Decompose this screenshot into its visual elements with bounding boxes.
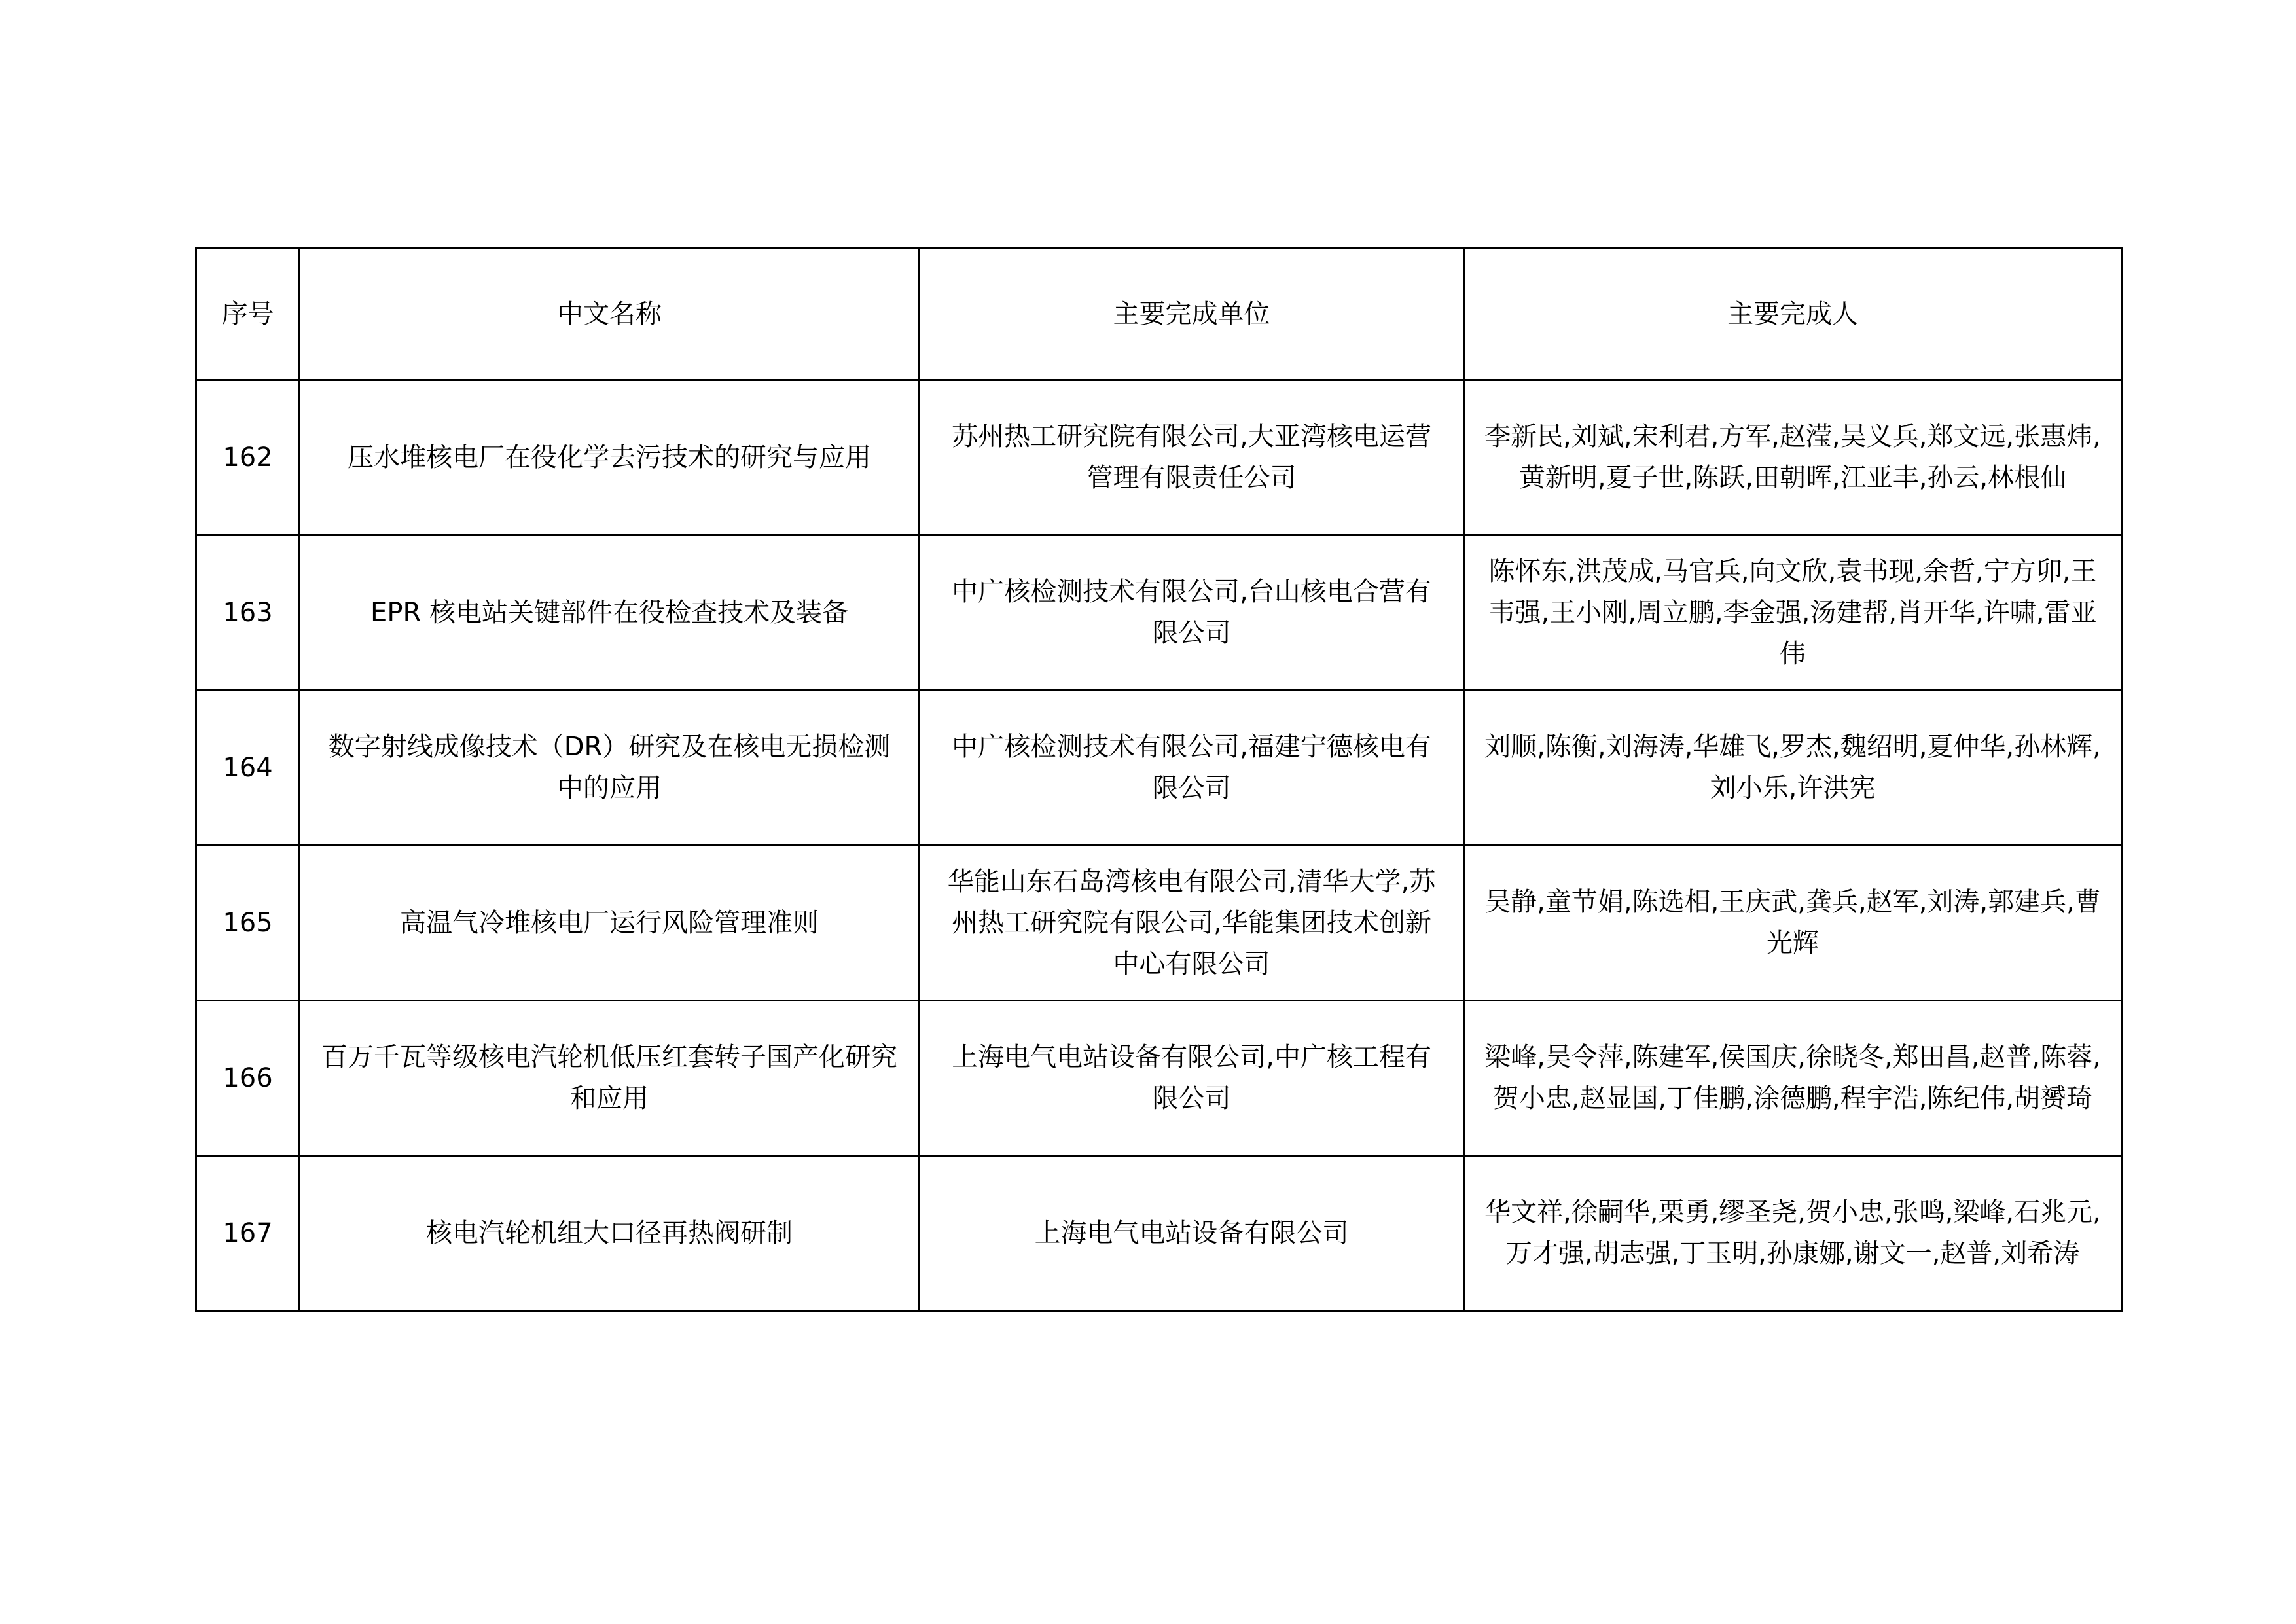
table-row <box>196 535 2122 691</box>
table-row <box>196 1001 2122 1156</box>
cell-serial-number: 166 <box>196 1001 300 1156</box>
cell-units: 中广核检测技术有限公司,福建宁德核电有限公司 <box>920 691 1464 846</box>
cell-project-name: 核电汽轮机组大口径再热阀研制 <box>300 1156 920 1311</box>
table-row <box>196 691 2122 846</box>
cell-people: 刘顺,陈衡,刘海涛,华雄飞,罗杰,魏绍明,夏仲华,孙林辉,刘小乐,许洪宪 <box>1464 691 2122 846</box>
header-chinese-name: 中文名称 <box>300 249 920 380</box>
header-serial-number: 序号 <box>196 249 300 380</box>
cell-serial-number: 163 <box>196 535 300 691</box>
cell-serial-number: 165 <box>196 846 300 1001</box>
table-row <box>196 1156 2122 1311</box>
cell-serial-number: 164 <box>196 691 300 846</box>
table-row <box>196 846 2122 1001</box>
cell-serial-number: 162 <box>196 380 300 535</box>
cell-project-name: 数字射线成像技术（DR）研究及在核电无损检测中的应用 <box>300 691 920 846</box>
cell-people: 陈怀东,洪茂成,马官兵,向文欣,袁书现,余哲,宁方卯,王韦强,王小刚,周立鹏,李金强,汤建帮,肖开华,许啸,雷亚伟 <box>1464 535 2122 691</box>
cell-serial-number: 167 <box>196 1156 300 1311</box>
awards-table <box>195 247 2123 1312</box>
cell-project-name: 高温气冷堆核电厂运行风险管理准则 <box>300 846 920 1001</box>
table-row <box>196 380 2122 535</box>
table-header-row <box>196 249 2122 380</box>
cell-people: 李新民,刘斌,宋利君,方军,赵滢,吴义兵,郑文远,张惠炜,黄新明,夏子世,陈跃,田朝晖,江亚丰,孙云,林根仙 <box>1464 380 2122 535</box>
cell-units: 上海电气电站设备有限公司 <box>920 1156 1464 1311</box>
header-main-units: 主要完成单位 <box>920 249 1464 380</box>
cell-people: 华文祥,徐嗣华,栗勇,缪圣尧,贺小忠,张鸣,梁峰,石兆元,万才强,胡志强,丁玉明,孙康娜,谢文一,赵普,刘希涛 <box>1464 1156 2122 1311</box>
header-main-people: 主要完成人 <box>1464 249 2122 380</box>
cell-project-name: 百万千瓦等级核电汽轮机低压红套转子国产化研究和应用 <box>300 1001 920 1156</box>
cell-people: 吴静,童节娟,陈选相,王庆武,龚兵,赵军,刘涛,郭建兵,曹光辉 <box>1464 846 2122 1001</box>
cell-people: 梁峰,吴令萍,陈建军,侯国庆,徐晓冬,郑田昌,赵普,陈蓉,贺小忠,赵显国,丁佳鹏,涂德鹏,程宇浩,陈纪伟,胡赟琦 <box>1464 1001 2122 1156</box>
cell-project-name: 压水堆核电厂在役化学去污技术的研究与应用 <box>300 380 920 535</box>
cell-units: 上海电气电站设备有限公司,中广核工程有限公司 <box>920 1001 1464 1156</box>
cell-project-name: EPR 核电站关键部件在役检查技术及装备 <box>300 535 920 691</box>
cell-units: 中广核检测技术有限公司,台山核电合营有限公司 <box>920 535 1464 691</box>
cell-units: 华能山东石岛湾核电有限公司,清华大学,苏州热工研究院有限公司,华能集团技术创新中心有限公司 <box>920 846 1464 1001</box>
cell-units: 苏州热工研究院有限公司,大亚湾核电运营管理有限责任公司 <box>920 380 1464 535</box>
